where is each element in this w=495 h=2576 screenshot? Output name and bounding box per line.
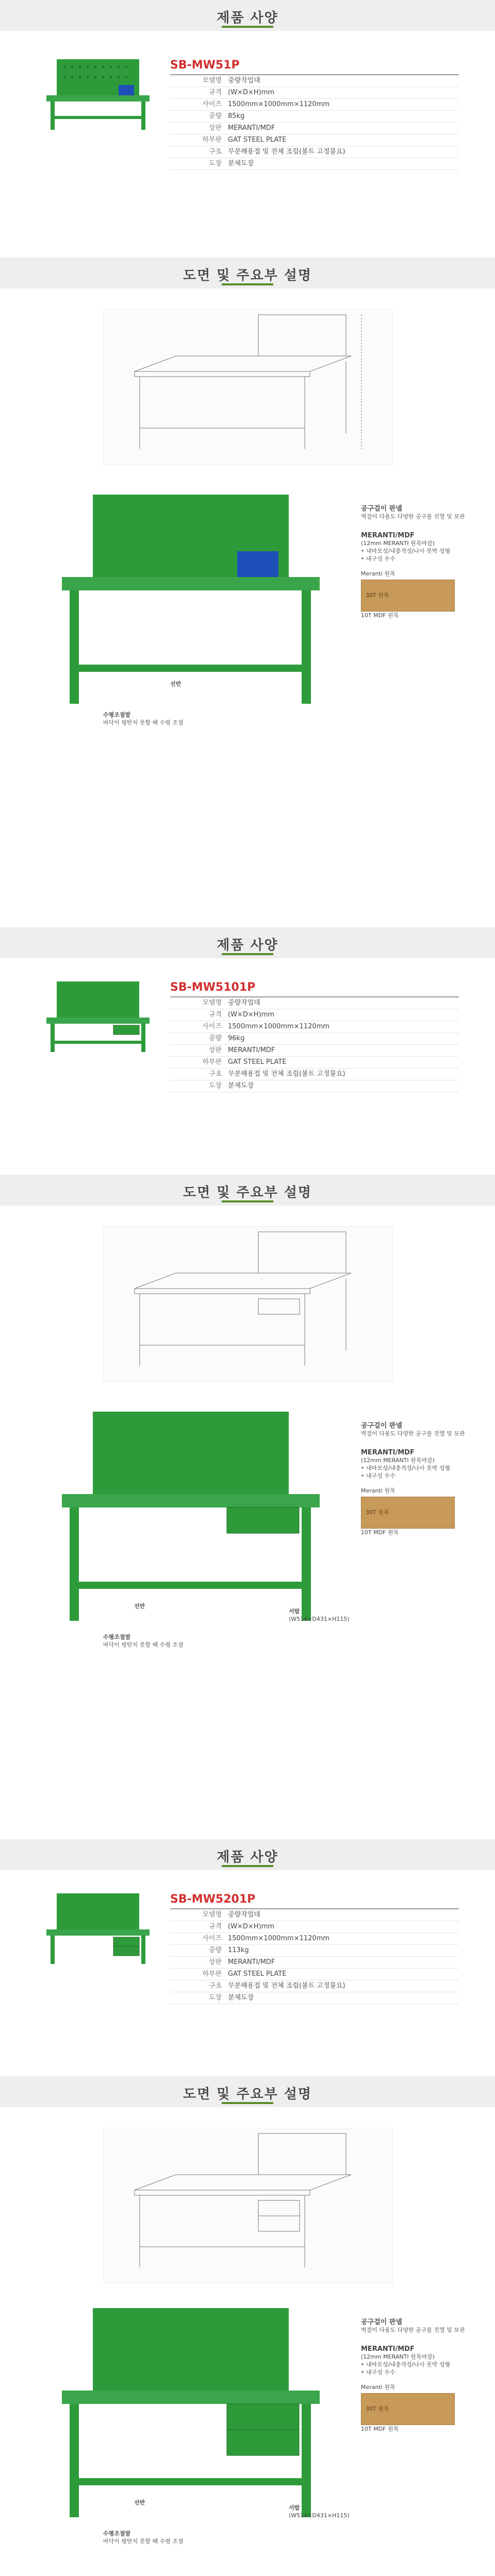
pegboard-title: 공구걸이 판넬: [361, 505, 402, 513]
top-desc: • 내구성 우수: [361, 555, 395, 562]
adjust-label: 수평조절발: [103, 1634, 131, 1640]
spec-value: 분체도장: [228, 1994, 254, 2002]
top-title: MERANTI/MDF: [361, 2345, 415, 2353]
title-underline: [222, 283, 273, 285]
adjust-desc: 바닥이 평탄치 못할 때 수평 조절: [103, 2538, 184, 2545]
spec-value: 중량작업대: [228, 1911, 260, 1919]
sample-inner: 30T 원목: [366, 2405, 389, 2412]
spec-value: 무분해용접 및 전체 조립(볼트 고정불요): [228, 1070, 345, 1078]
spec-key: 구조: [208, 148, 222, 156]
adjust-callout: [103, 1633, 184, 1649]
model-code: SB-MW5201P: [170, 1891, 459, 1909]
section-band: [0, 1175, 495, 1206]
top-desc: (12mm MERANTI 원목마감): [361, 540, 435, 547]
spec-value: 85kg: [228, 112, 245, 120]
pegboard-desc: 벽걸이 다용도 다양한 공구를 진열 및 보관: [361, 2327, 465, 2333]
title-underline: [222, 1200, 273, 1202]
section-title: 도면 및 주요부 설명: [183, 1185, 312, 1200]
bench-illustration: [31, 484, 351, 721]
spec-key: 구조: [208, 1070, 222, 1078]
section-title: 도면 및 주요부 설명: [183, 2087, 312, 2102]
top-desc: (12mm MERANTI 원목마감): [361, 2353, 435, 2360]
shelf-callout: 선반: [134, 1603, 145, 1609]
title-underline: [222, 1865, 273, 1867]
technical-drawing: [103, 2128, 393, 2283]
spec-value: 분체도장: [228, 1082, 254, 1090]
spec-value: (W×D×H)mm: [228, 89, 274, 96]
section-band: [0, 258, 495, 289]
spec-value: (W×D×H)mm: [228, 1923, 274, 1930]
top-title: MERANTI/MDF: [361, 1449, 415, 1456]
sample-bottom: 10T MDF 원목: [361, 1529, 399, 1536]
top-desc: • 내구성 우수: [361, 2369, 395, 2376]
workbench-photo: [41, 1891, 155, 1968]
spec-value: 분체도장: [228, 160, 254, 167]
sample-label: Meranti 원목: [361, 2384, 395, 2391]
model-code: SB-MW51P: [170, 57, 459, 75]
spec-key: 중량: [208, 1946, 222, 1954]
top-desc: (12mm MERANTI 원목마감): [361, 1457, 435, 1464]
spec-value: 무분해용접 및 전체 조립(볼트 고정불요): [228, 148, 345, 156]
spec-key: 하부판: [202, 136, 222, 144]
drawer-callout: [289, 2504, 350, 2519]
top-desc: • 내마모성/내충격성/나사 못박 성형: [361, 1465, 451, 1471]
drawer-desc: (W514×D431×H115): [289, 1616, 350, 1622]
pegboard-desc: 벽걸이 다용도 다양한 공구를 진열 및 보관: [361, 1430, 465, 1437]
drawer-label: 서랍: [289, 1608, 300, 1615]
spec-value: 중량작업대: [228, 77, 260, 84]
spec-key: 도장: [208, 160, 222, 167]
bench-render: [31, 2298, 351, 2535]
spec-table: [170, 57, 459, 170]
technical-drawing: [103, 309, 393, 465]
adjust-desc: 바닥이 평탄치 못할 때 수평 조절: [103, 1641, 184, 1648]
spec-key: 모델명: [202, 77, 222, 84]
spec-value: 중량작업대: [228, 999, 260, 1007]
section-band: [0, 0, 495, 31]
spec-key: 중량: [208, 1035, 222, 1042]
bench-illustration: [31, 2298, 351, 2535]
drawer-callout: [289, 1607, 350, 1623]
sample-label: Meranti 원목: [361, 1487, 395, 1494]
spec-value: GAT STEEL PLATE: [228, 136, 287, 144]
adjust-label: 수평조절발: [103, 711, 131, 718]
spec-key: 상판: [208, 1958, 222, 1966]
spec-value: 1500mm×1000mm×1120mm: [228, 100, 330, 108]
workbench-photo: [41, 979, 155, 1056]
top-desc: • 내마모성/내충격성/나사 못박 성형: [361, 2361, 451, 2368]
wood-sample: [361, 2393, 455, 2425]
section-band: [0, 1839, 495, 1870]
spec-value: GAT STEEL PLATE: [228, 1058, 287, 1066]
title-underline: [222, 953, 273, 955]
adjust-label: 수평조절발: [103, 2530, 131, 2537]
shelf-callout: 선반: [134, 2499, 145, 2506]
shelf-callout: 선반: [170, 681, 182, 687]
spec-key: 규격: [208, 89, 222, 96]
spec-key: 하부판: [202, 1970, 222, 1978]
pegboard-callout: [361, 505, 474, 619]
pegboard-title: 공구걸이 판넬: [361, 1422, 402, 1430]
section-band: [0, 927, 495, 958]
title-underline: [222, 26, 273, 28]
wood-sample: [361, 580, 455, 612]
spec-value: GAT STEEL PLATE: [228, 1970, 287, 1978]
spec-key: 모델명: [202, 1911, 222, 1919]
title-underline: [222, 2102, 273, 2104]
spec-key: 모델명: [202, 999, 222, 1007]
spec-key: 구조: [208, 1982, 222, 1990]
spec-key: 사이즈: [202, 1023, 222, 1030]
workbench-photo: [41, 57, 155, 134]
bench-illustration: [31, 1401, 351, 1638]
spec-key: 사이즈: [202, 1935, 222, 1942]
spec-table: [170, 979, 459, 1092]
adjust-callout: [103, 711, 184, 726]
technical-drawing: [103, 1226, 393, 1382]
adjust-callout: [103, 2530, 184, 2545]
spec-value: 1500mm×1000mm×1120mm: [228, 1935, 330, 1942]
spec-value: MERANTI/MDF: [228, 1958, 275, 1966]
spec-key: 상판: [208, 1046, 222, 1054]
pegboard-callout: [361, 2318, 474, 2433]
pegboard-title: 공구걸이 판넬: [361, 2318, 402, 2326]
sample-bottom: 10T MDF 원목: [361, 2426, 399, 2432]
bench-render: [31, 1401, 351, 1638]
spec-key: 규격: [208, 1011, 222, 1019]
spec-value: MERANTI/MDF: [228, 1046, 275, 1054]
adjust-desc: 바닥이 평탄치 못할 때 수평 조절: [103, 719, 184, 726]
spec-key: 사이즈: [202, 100, 222, 108]
section-title: 도면 및 주요부 설명: [183, 268, 312, 283]
sample-inner: 30T 원목: [366, 1509, 389, 1516]
top-desc: • 내마모성/내충격성/나사 못박 성형: [361, 548, 451, 554]
spec-key: 중량: [208, 112, 222, 120]
spec-value: (W×D×H)mm: [228, 1011, 274, 1019]
spec-value: 1500mm×1000mm×1120mm: [228, 1023, 330, 1030]
spec-key: 도장: [208, 1994, 222, 2002]
sample-bottom: 10T MDF 원목: [361, 612, 399, 619]
section-band: [0, 2076, 495, 2107]
drawer-label: 서랍: [289, 2504, 300, 2511]
bench-render: [31, 484, 351, 721]
section-title: 제품 사양: [217, 10, 278, 26]
pegboard-callout: [361, 1422, 474, 1536]
spec-value: 무분해용접 및 전체 조립(볼트 고정불요): [228, 1982, 345, 1990]
spec-key: 도장: [208, 1082, 222, 1090]
sample-inner: 30T 원목: [366, 592, 389, 599]
pegboard-desc: 벽걸이 다용도 다양한 공구를 진열 및 보관: [361, 513, 465, 520]
spec-key: 규격: [208, 1923, 222, 1930]
drawer-desc: (W514×D431×H115): [289, 2512, 350, 2519]
spec-value: MERANTI/MDF: [228, 124, 275, 132]
top-desc: • 내구성 우수: [361, 1472, 395, 1479]
section-title: 제품 사양: [217, 1850, 278, 1865]
section-title: 제품 사양: [217, 938, 278, 953]
spec-table: [170, 1891, 459, 2004]
wood-sample: [361, 1497, 455, 1529]
sample-label: Meranti 원목: [361, 570, 395, 577]
spec-key: 상판: [208, 124, 222, 132]
spec-key: 하부판: [202, 1058, 222, 1066]
top-title: MERANTI/MDF: [361, 532, 415, 539]
spec-value: 113kg: [228, 1946, 249, 1954]
spec-value: 96kg: [228, 1035, 245, 1042]
model-code: SB-MW5101P: [170, 979, 459, 997]
